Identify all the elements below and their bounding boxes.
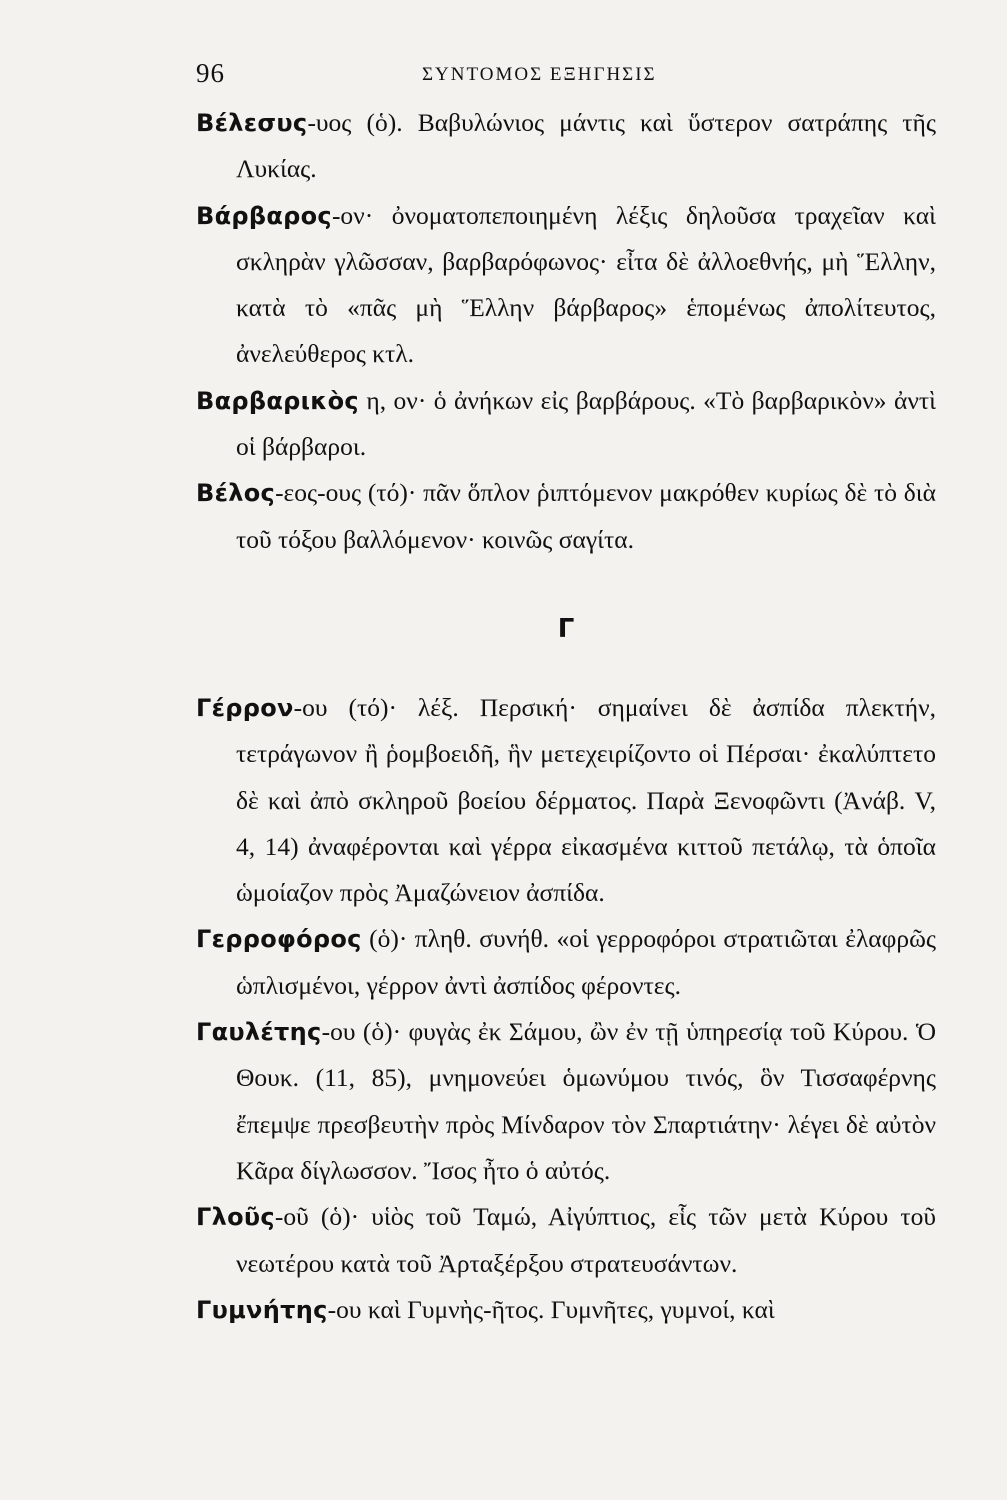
entry-definition: -εος-ους (τό)· πᾶν ὅπλον ῥιπτόμενον μακρόθεν κυρίως δὲ τὸ διὰ τοῦ τόξου βαλλόμενον· κοινῶς σαγίτα. bbox=[236, 478, 936, 554]
entry-definition: -ον· ὀνοματοπεποιημένη λέξις δηλοῦσα τραχεῖαν καὶ σκληρὰν γλῶσσαν, βαρβαρόφωνος· εἶτα δὲ ἀλλοεθνής, μὴ Ἕλλην, κατὰ τὸ «πᾶς μὴ Ἕλλην βάρβαρος» ἑπομένως ἀπολίτευτος, ἀνελεύθερος κτλ. bbox=[236, 200, 936, 369]
entry-definition: -οῦ (ὁ)· υἱὸς τοῦ Ταμώ, Αἰγύπτιος, εἷς τῶν μετὰ Κύρου τοῦ νεωτέρου κατὰ τοῦ Ἀρταξέρξου στρατευσάντων. bbox=[236, 1202, 936, 1278]
running-head bbox=[196, 58, 936, 98]
entry-lemma: Βάρβαρος bbox=[196, 201, 332, 230]
entry-gerroforos bbox=[196, 916, 936, 1009]
entry-varvarikos bbox=[196, 378, 936, 471]
entry-gymnitis bbox=[196, 1287, 936, 1333]
entry-lemma: Γερροφόρος bbox=[196, 925, 362, 954]
entry-lemma: Βέλεσυς bbox=[196, 109, 308, 137]
entry-lemma: Βαρβαρικὸς bbox=[196, 386, 359, 415]
entry-lemma: Γυμνήτης bbox=[196, 1295, 328, 1324]
page-number: 96 bbox=[196, 58, 225, 88]
entry-definition: -ου καὶ Γυμνὴς-ῆτος. Γυμνῆτες, γυμνοί, καὶ bbox=[327, 1294, 775, 1324]
entry-definition: -ου (ὁ)· φυγὰς ἐκ Σάμου, ὢν ἐν τῇ ὑπηρεσίᾳ τοῦ Κύρου. Ὁ Θουκ. (11, 85), μνημονεύει ὁμωνύμου τινός, ὃν Τισσαφέρνης ἔπεμψε πρεσβευτὴν πρὸς Μίνδαρον τὸν Σπαρτιάτην· λέγει δὲ αὐτὸν Κᾶρα δίγλωσσον. Ἴσος ἦτο ὁ αὐτός. bbox=[236, 1017, 936, 1185]
entry-lemma: Γέρρον bbox=[196, 693, 294, 722]
entry-lemma: Γαυλέτης bbox=[196, 1018, 322, 1047]
entry-definition: -υος (ὁ). Βαβυλώνιος μάντις καὶ ὕστερον σατράπης τῆς Λυκίας. bbox=[236, 108, 936, 184]
entry-definition: -ου (τό)· λέξ. Περσική· σημαίνει δὲ ἀσπίδα πλεκτήν, τετράγωνον ἢ ῥομβοειδῆ, ἣν μετεχειρίζοντο οἱ Πέρσαι· ἐκαλύπτετο δὲ καὶ ἀπὸ σκληροῦ βοείου δέρματος. Παρὰ Ξενοφῶντι (Ἀνάβ. V, 4, 14) ἀναφέρονται καὶ γέρρα εἰκασμένα κιττοῦ πετάλῳ, τὰ ὁποῖα ὡμοίαζον πρὸς Ἀμαζώνειον ἀσπίδα. bbox=[236, 692, 936, 908]
entry-veleses bbox=[196, 100, 936, 193]
entry-definition: η, ον· ὁ ἀνήκων εἰς βαρβάρους. «Τὸ βαρβαρικὸν» ἀντὶ οἱ βάρβαροι. bbox=[236, 385, 936, 462]
entry-lemma: Γλοῦς bbox=[196, 1203, 275, 1232]
entry-gauletis bbox=[196, 1009, 936, 1194]
running-title: ΣΥΝΤΟΜΟΣ ΕΞΗΓΗΣΙΣ bbox=[422, 64, 657, 85]
entry-gerron bbox=[196, 685, 936, 916]
entry-glous bbox=[196, 1194, 936, 1287]
entry-velos bbox=[196, 470, 936, 563]
entry-definition: (ὁ)· πληθ. συνήθ. «οἱ γερροφόροι στρατιῶται ἐλαφρῶς ὡπλισμένοι, γέρρον ἀντὶ ἀσπίδος φέροντες. bbox=[236, 924, 936, 1000]
entry-varvaros bbox=[196, 193, 936, 378]
dictionary-entries bbox=[196, 100, 936, 1333]
entry-lemma: Βέλος bbox=[196, 479, 276, 508]
section-letter: Γ bbox=[557, 613, 575, 644]
